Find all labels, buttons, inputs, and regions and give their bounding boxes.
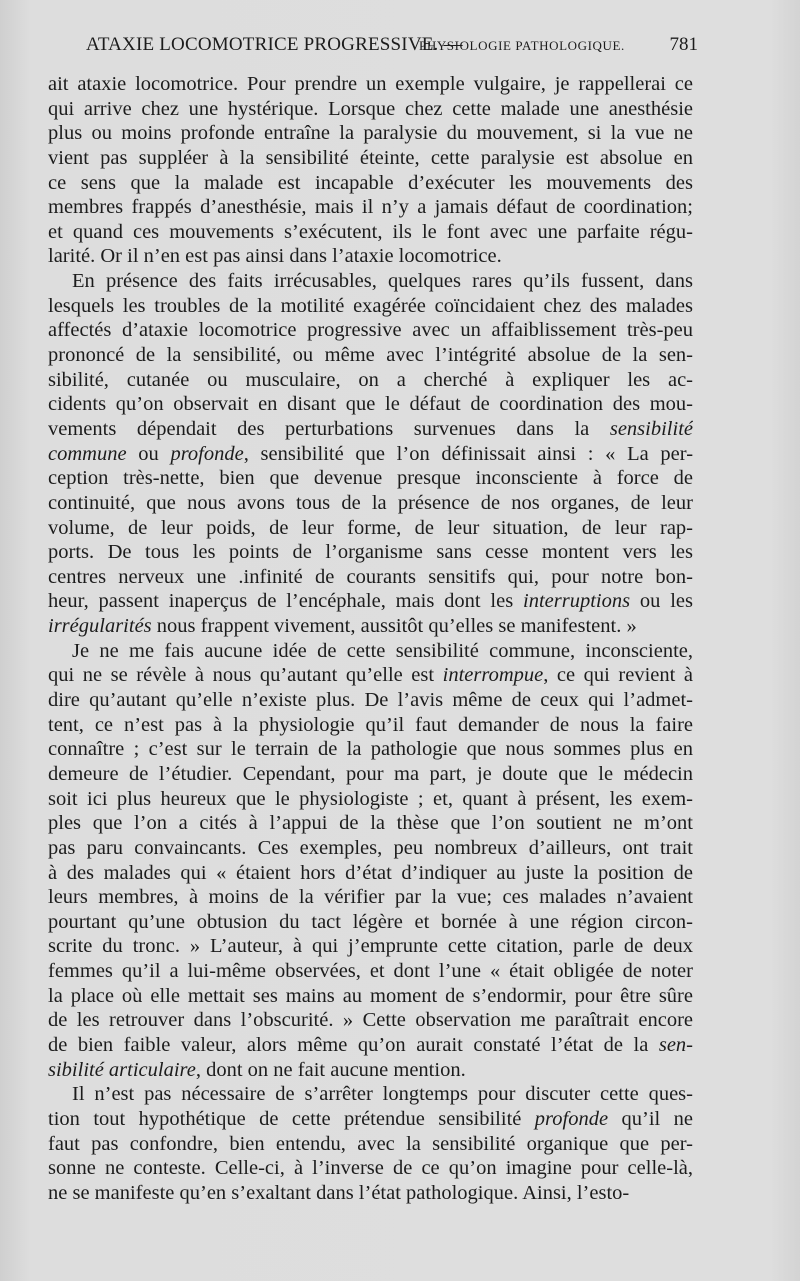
text-run: ou les (630, 590, 693, 613)
text-line (48, 318, 693, 343)
text-run: qui ne se révèle à nous qu’autant qu’elle est (48, 664, 443, 687)
text-line (48, 269, 693, 294)
text-line (48, 861, 693, 886)
text-run: affectés d’ataxie locomotrice progressive avec un affaiblissement très-peu (48, 319, 693, 342)
text-run: En présence des faits irrécusables, quelques rares qu’ils fussent, dans (72, 270, 693, 293)
text-run: vient pas suppléer à la sensibilité éteinte, cette paralysie est absolue en (48, 146, 693, 169)
running-header-subtitle: PHYSIOLOGIE PATHOLOGIQUE. (419, 38, 625, 53)
text-line (48, 343, 693, 368)
paragraph (48, 72, 693, 269)
text-line (48, 959, 693, 984)
paragraph (48, 269, 693, 639)
text-run: pas paru convaincants. Ces exemples, peu nombreux d’ailleurs, ont trait (48, 836, 693, 859)
text-run: qu’il ne (608, 1107, 693, 1130)
text-run: faut pas confondre, bien entendu, avec la sensibilité organique que per- (48, 1132, 693, 1155)
text-line (48, 1181, 693, 1206)
text-run: prononcé de la sensibilité, ou même avec l’intégrité absolue de la sen- (48, 344, 693, 367)
text-run: ne se manifeste qu’en s’exaltant dans l’état pathologique. Ainsi, l’esto- (48, 1181, 630, 1204)
page-number: 781 (669, 34, 698, 55)
text-run: heur, passent inaperçus de l’encéphale, mais dont les (48, 590, 524, 613)
text-run: membres frappés d’anesthésie, mais il n’y a jamais défaut de coordination; (48, 196, 693, 219)
text-run: tent, ce n’est pas à la physiologie qu’il faut demander de nous la faire (48, 713, 693, 736)
text-line (48, 1156, 693, 1181)
running-header (86, 34, 698, 60)
text-line (48, 762, 693, 787)
text-run: lesquels les troubles de la motilité exagérée coïncidaient chez des malades (48, 294, 693, 317)
text-line (48, 121, 693, 146)
text-line (48, 220, 693, 245)
text-run: ou (126, 442, 171, 465)
text-line (48, 442, 693, 467)
text-line (48, 688, 693, 713)
text-line (48, 417, 693, 442)
running-header-title: ATAXIE LOCOMOTRICE PROGRESSIVE. — (86, 34, 463, 55)
text-run: pourtant qu’une obtusion du tact légère et bornée à une région circon- (48, 910, 693, 933)
text-line (48, 171, 693, 196)
text-run: leurs membres, à moins de la vérifier par la vue; ces malades n’avaient (48, 886, 693, 909)
text-run: dire qu’autant qu’elle n’existe plus. De l’avis même de ceux qui l’admet- (48, 689, 693, 712)
italic-text: interrompue (442, 664, 544, 687)
italic-text: sensibilité (609, 417, 693, 440)
text-run: soit ici plus heureux que le physiologiste ; et, quant à présent, les exem- (48, 787, 693, 810)
text-run: tion tout hypothétique de cette prétendue sensibilité (48, 1107, 535, 1130)
italic-text: irrégularités (48, 615, 152, 638)
italic-text: sen- (658, 1033, 693, 1056)
italic-text: interruptions (523, 590, 631, 613)
text-line (48, 540, 693, 565)
text-line (48, 1107, 693, 1132)
text-line (48, 836, 693, 861)
text-run: demeure de l’étudier. Cependant, pour ma part, je doute que le médecin (48, 762, 693, 785)
text-line (48, 713, 693, 738)
text-line (48, 392, 693, 417)
text-run: la place où elle mettait ses mains au moment de s’endormir, pour être sûre (48, 984, 693, 1007)
text-line (48, 737, 693, 762)
text-run: scrite du tronc. » L’auteur, à qui j’emprunte cette citation, parle de deux (48, 935, 693, 958)
text-run: femmes qu’il a lui-même observées, et dont l’une « était obligée de noter (48, 960, 693, 983)
text-line (48, 491, 693, 516)
text-line (48, 1033, 693, 1058)
text-line (48, 984, 693, 1009)
text-run: à des malades qui « étaient hors d’état d’indiquer au juste la position de (48, 861, 693, 884)
text-line (48, 195, 693, 220)
text-run: ports. De tous les points de l’organisme sans cesse montent vers les (48, 541, 693, 564)
text-line (48, 97, 693, 122)
body-text (48, 72, 693, 1205)
text-run: cidents qu’on observait en disant que le défaut de coordination des mou- (48, 393, 693, 416)
text-run: , ce qui revient à (543, 664, 693, 687)
text-line (48, 910, 693, 935)
text-run: , dont on ne fait aucune mention. (195, 1058, 466, 1081)
text-run: ples que l’on a cités à l’appui de la thèse que l’on soutient ne m’ont (48, 812, 693, 835)
text-run: de bien faible valeur, alors même qu’on aurait constaté l’état de la (48, 1033, 659, 1056)
italic-text: profonde (170, 442, 244, 465)
text-run: larité. Or il n’en est pas ainsi dans l’ataxie locomotrice. (48, 245, 502, 268)
italic-text: commune (48, 442, 127, 465)
text-line (48, 934, 693, 959)
text-line (48, 663, 693, 688)
text-run: volume, de leur poids, de leur forme, de leur situation, de leur rap- (48, 516, 693, 539)
text-line (48, 244, 693, 269)
text-line (48, 1082, 693, 1107)
text-run: ception très-nette, bien que devenue presque inconsciente à force de (48, 467, 693, 490)
text-run: qui arrive chez une hystérique. Lorsque chez cette malade une anesthésie (48, 97, 693, 120)
paragraph (48, 1082, 693, 1205)
text-run: ait ataxie locomotrice. Pour prendre un exemple vulgaire, je rappellerai ce (48, 73, 693, 95)
text-line (48, 1058, 693, 1083)
text-run: connaître ; c’est sur le terrain de la pathologie que nous sommes plus en (48, 738, 693, 761)
text-run: nous frappent vivement, aussitôt qu’elles se manifestent. » (151, 615, 637, 638)
paragraph (48, 639, 693, 1083)
text-line (48, 146, 693, 171)
text-run: sonne ne conteste. Celle-ci, à l’inverse de ce qu’on imagine pour celle-là, (48, 1157, 693, 1180)
text-run: , sensibilité que l’on définissait ainsi : « La per- (243, 442, 693, 465)
text-line (48, 368, 693, 393)
text-line (48, 639, 693, 664)
text-line (48, 787, 693, 812)
text-run: et quand ces mouvements s’exécutent, ils le font avec une parfaite régu- (48, 220, 693, 243)
text-run: vements dépendait des perturbations survenues dans la (48, 417, 610, 440)
italic-text: sibilité articulaire (48, 1058, 196, 1081)
text-run: continuité, que nous avons tous de la présence de nos organes, de leur (48, 491, 693, 514)
text-line (48, 466, 693, 491)
text-run: ce sens que la malade est incapable d’exécuter les mouvements des (48, 171, 693, 194)
text-line (48, 589, 693, 614)
text-run: centres nerveux une .infinité de courants sensitifs qui, pour notre bon- (48, 565, 693, 588)
text-line (48, 516, 693, 541)
text-line (48, 1008, 693, 1033)
text-line (48, 1132, 693, 1157)
text-run: de les retrouver dans l’obscurité. » Cette observation me paraîtrait encore (48, 1009, 693, 1032)
text-line (48, 72, 693, 97)
text-run: Il n’est pas nécessaire de s’arrêter longtemps pour discuter cette ques- (72, 1083, 693, 1106)
text-line (48, 811, 693, 836)
text-line (48, 294, 693, 319)
text-run: Je ne me fais aucune idée de cette sensibilité commune, inconsciente, (72, 639, 693, 662)
text-line (48, 885, 693, 910)
text-run: plus ou moins profonde entraîne la paralysie du mouvement, si la vue ne (48, 122, 693, 145)
text-line (48, 614, 693, 639)
text-line (48, 565, 693, 590)
text-run: sibilité, cutanée ou musculaire, on a cherché à expliquer les ac- (48, 368, 693, 391)
italic-text: profonde (534, 1107, 609, 1130)
